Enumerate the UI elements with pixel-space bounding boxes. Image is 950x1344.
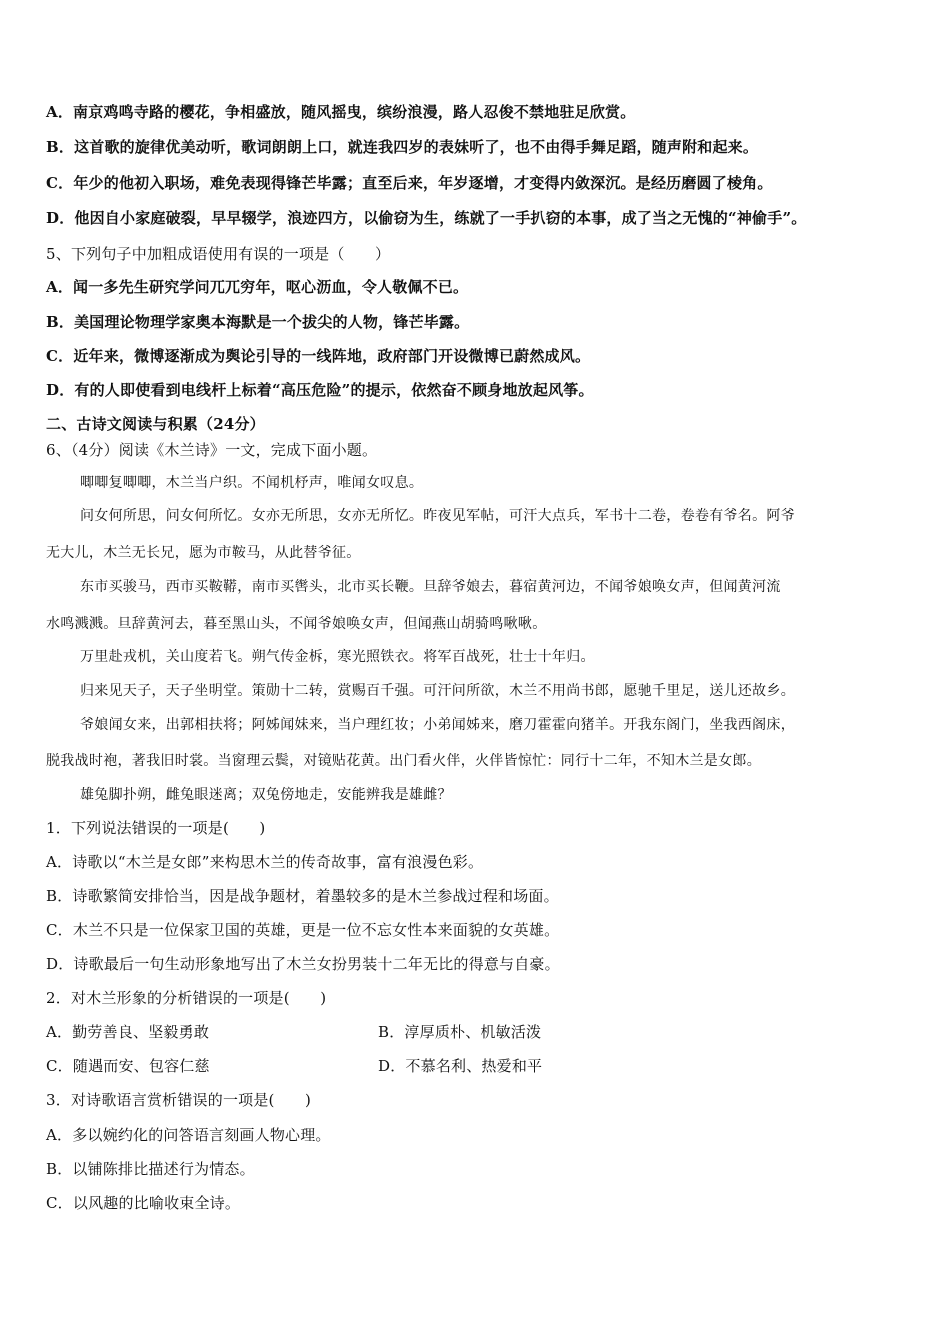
poem-line: 雄兔脚扑朔，雌兔眼迷离；双兔傍地走，安能辨我是雄雌？ — [80, 787, 452, 803]
sub2-option-d: D．不慕名利、热爱和平 — [378, 1057, 543, 1075]
sub1-option-d: D．诗歌最后一句生动形象地写出了木兰女扮男装十二年无比的得意与自豪。 — [46, 955, 560, 973]
q4-option-c: C．年少的他初入职场，难免表现得锋芒毕露；直至后来，年岁逐增，才变得内敛深沉。是经历磨圆了棱角。 — [46, 174, 773, 192]
section2-title: 二、古诗文阅读与积累（24分） — [46, 415, 265, 433]
q6-stem: 6、（4分）阅读《木兰诗》一文，完成下面小题。 — [46, 441, 378, 459]
poem-line: 东市买骏马，西市买鞍鞯，南市买辔头，北市买长鞭。旦辞爷娘去，暮宿黄河边，不闻爷娘唤女声，但闻黄河流 — [80, 579, 781, 595]
poem-line: 问女何所思，问女何所忆。女亦无所思，女亦无所忆。昨夜见军帖，可汗大点兵，军书十二卷，卷卷有爷名。阿爷 — [80, 508, 795, 524]
poem-line: 无大儿，木兰无长兄，愿为市鞍马，从此替爷征。 — [46, 545, 361, 561]
q5-option-c: C．近年来，微博逐渐成为舆论引导的一线阵地，政府部门开设微博已蔚然成风。 — [46, 347, 591, 365]
q5-option-b: B．美国理论物理学家奥本海默是一个拔尖的人物，锋芒毕露。 — [46, 313, 470, 331]
q4-option-d: D．他因自小家庭破裂，早早辍学，浪迹四方，以偷窃为生，练就了一手扒窃的本事，成了当之无愧的“神偷手”。 — [46, 209, 807, 227]
poem-line: 脱我战时袍，著我旧时裳。当窗理云鬓，对镜贴花黄。出门看火伴，火伴皆惊忙：同行十二年，不知木兰是女郎。 — [46, 753, 761, 769]
sub1-option-c: C．木兰不只是一位保家卫国的英雄，更是一位不忘女性本来面貌的女英雄。 — [46, 921, 560, 939]
q4-option-b: B．这首歌的旋律优美动听，歌词朗朗上口，就连我四岁的表妹听了，也不由得手舞足蹈，随声附和起来。 — [46, 138, 759, 156]
sub3-stem: 3．对诗歌语言赏析错误的一项是( ) — [46, 1091, 312, 1109]
sub2-stem: 2．对木兰形象的分析错误的一项是( ) — [46, 989, 327, 1007]
poem-line: 万里赴戎机，关山度若飞。朔气传金柝，寒光照铁衣。将军百战死，壮士十年归。 — [80, 649, 595, 665]
sub2-option-c: C．随遇而安、包容仁慈 — [46, 1057, 210, 1075]
q4-option-a: A．南京鸡鸣寺路的樱花，争相盛放，随风摇曳，缤纷浪漫，路人忍俊不禁地驻足欣赏。 — [46, 103, 636, 121]
q5-option-a: A．闻一多先生研究学问兀兀穷年，呕心沥血，令人敬佩不已。 — [46, 278, 469, 296]
sub3-option-c: C．以风趣的比喻收束全诗。 — [46, 1194, 241, 1212]
poem-line: 唧唧复唧唧，木兰当户织。不闻机杼声，唯闻女叹息。 — [80, 475, 424, 491]
sub2-row-1 — [46, 1022, 916, 1042]
sub3-option-a: A．多以婉约化的问答语言刻画人物心理。 — [46, 1126, 331, 1144]
q5-stem: 5、下列句子中加粗成语使用有误的一项是（ ） — [46, 245, 391, 263]
sub1-stem: 1．下列说法错误的一项是( ) — [46, 819, 266, 837]
sub2-row-2 — [46, 1056, 916, 1076]
sub2-option-b: B．淳厚质朴、机敏活泼 — [378, 1023, 542, 1041]
sub1-option-b: B．诗歌繁简安排恰当，因是战争题材，着墨较多的是木兰参战过程和场面。 — [46, 887, 559, 905]
q5-option-d: D．有的人即使看到电线杆上标着“高压危险”的提示，依然奋不顾身地放起风筝。 — [46, 381, 594, 399]
poem-line: 爷娘闻女来，出郭相扶将；阿姊闻妹来，当户理红妆；小弟闻姊来，磨刀霍霍向猪羊。开我东阁门，坐我西阁床， — [80, 717, 795, 733]
sub3-option-b: B．以铺陈排比描述行为情态。 — [46, 1160, 255, 1178]
poem-line: 水鸣溅溅。旦辞黄河去，暮至黑山头，不闻爷娘唤女声，但闻燕山胡骑鸣啾啾。 — [46, 616, 547, 632]
poem-line: 归来见天子，天子坐明堂。策勋十二转，赏赐百千强。可汗问所欲，木兰不用尚书郎，愿驰千里足，送儿还故乡。 — [80, 683, 795, 699]
sub2-option-a: A．勤劳善良、坚毅勇敢 — [46, 1023, 210, 1041]
sub1-option-a: A．诗歌以“木兰是女郎”来构思木兰的传奇故事，富有浪漫色彩。 — [46, 853, 484, 871]
